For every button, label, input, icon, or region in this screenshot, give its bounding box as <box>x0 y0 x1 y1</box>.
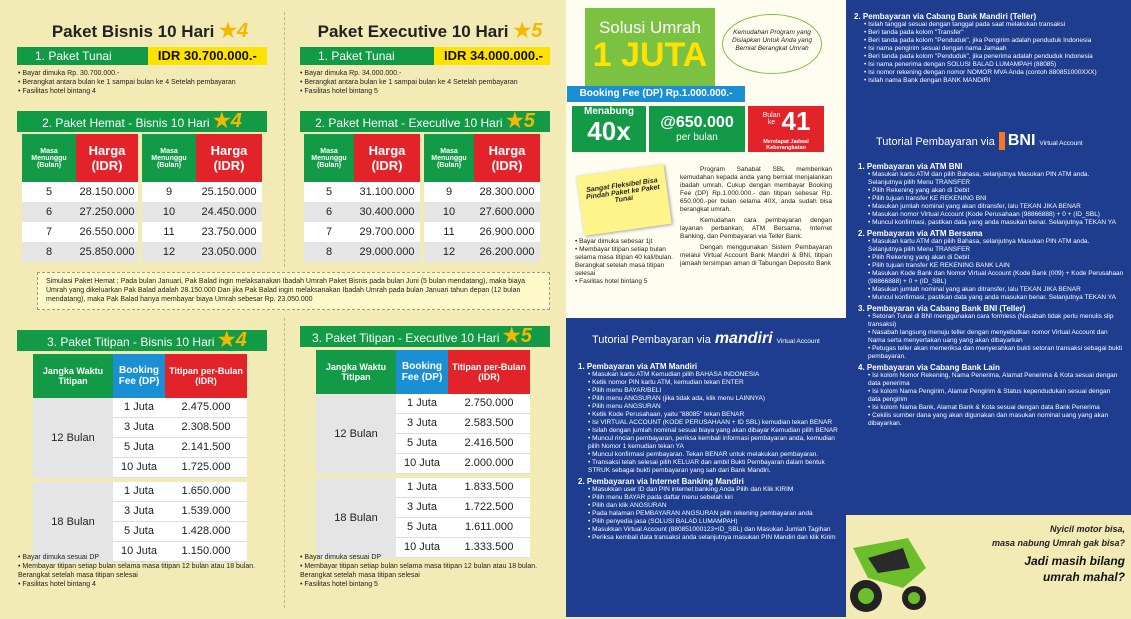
titipan-row <box>396 498 530 518</box>
hemat-row <box>22 242 262 262</box>
atm-bersama-list <box>858 238 1124 302</box>
harga-cell: 31.100.000 <box>354 182 420 202</box>
masa-cell: 12 <box>142 242 196 262</box>
titipan-row <box>113 418 247 438</box>
masa-cell: 7 <box>22 222 76 242</box>
masa-cell: 7 <box>304 222 354 242</box>
hemat-row <box>304 182 544 202</box>
masa-cell: 5 <box>22 182 76 202</box>
titipan-cell: 2.416.500 <box>448 434 530 453</box>
bank-lain-list <box>858 372 1124 428</box>
teller-mandiri-heading: 2. Pembayaran via Cabang Bank Mandiri (Teller) <box>854 12 1037 21</box>
exec-titipan-table <box>316 350 530 558</box>
atm-mandiri-item: • Masukan kartu ATM Kemudian pilih BAHASA INDONESIA <box>588 371 840 379</box>
harga-cell: 26.900.000 <box>474 222 540 242</box>
masa-cell: 5 <box>304 182 354 202</box>
ibanking-mandiri-item: • Pilih penyedia jasa (SOLUSI BALAD LUMAMPAH) <box>588 518 840 526</box>
ibanking-mandiri-list <box>578 486 840 542</box>
bisnis-hemat-table: Masa Menunggu (Bulan) Harga (IDR) Masa Menunggu (Bulan) Harga (IDR) 5 28.150.000 9 25.150.000 6 27.250.000 10 24.450.000 7 26.550.000 11 23.750.000 8 25.850.000 12 23.050.000 <box>22 134 262 262</box>
booking-cell: 3 Juta <box>113 418 165 437</box>
booking-cell: 5 Juta <box>396 518 448 537</box>
teller-mandiri-item: • Beri tanda pada kolom "Penduduk", jika Pengirim adalah penduduk Indonesia <box>864 37 1126 45</box>
harga-cell: 24.450.000 <box>196 202 262 222</box>
titipan-row <box>396 518 530 538</box>
exec-hemat-table: Masa Menunggu (Bulan) Harga (IDR) Masa Menunggu (Bulan) Harga (IDR) 5 31.100.000 9 28.300.000 6 30.400.000 10 27.600.000 7 29.700.000 11 26.900.000 8 29.000.000 12 26.200.000 <box>304 134 544 262</box>
atm-mandiri-list <box>578 371 840 475</box>
atm-bersama-item: • Masukan jumlah nominal yang akan ditransfer, lalu TEKAN JIKA BENAR <box>868 286 1124 294</box>
booking-cell: 1 Juta <box>396 478 448 497</box>
booking-header: Booking Fee (DP) <box>396 350 448 394</box>
titipan-cell: 1.650.000 <box>165 482 247 501</box>
harga-cell: 27.600.000 <box>474 202 540 222</box>
booking-cell: 5 Juta <box>113 522 165 541</box>
titipan-cell: 2.750.000 <box>448 394 530 413</box>
teller-mandiri-item: • Beri tanda pada kolom "Transfer" <box>864 29 1126 37</box>
masa-cell: 10 <box>424 202 474 222</box>
titipan-cell: 2.475.000 <box>165 398 247 417</box>
motorcycle-image <box>848 518 928 614</box>
atm-mandiri-item: • Muncul konfirmasi pembayaran. Tekan BENAR untuk melakukan pembayaran. <box>588 451 840 459</box>
booking-cell: 3 Juta <box>396 498 448 517</box>
booking-header: Booking Fee (DP) <box>113 354 165 398</box>
atm-bersama-item: • Masukan Kode Bank dan Nomor Virtual Account (Kode Bank (009) + Kode Perusahaan (98866888) + 0 + (ID_SBL) <box>868 270 1124 286</box>
mandiri-teller <box>854 10 1126 85</box>
booking-cell: 5 Juta <box>113 438 165 457</box>
atm-bersama-item: • Muncul konfirmasi, pastikan data yang anda masukan benar. Selanjutnya TEKAN YA <box>868 294 1124 302</box>
titipan-rows <box>113 398 247 478</box>
titipan-group <box>316 394 530 474</box>
titipan-cell: 2.308.500 <box>165 418 247 437</box>
harga-cell: 23.750.000 <box>196 222 262 242</box>
atm-bersama-item: • Pilih tujuan transfer KE REKENING BANK LAIN <box>868 262 1124 270</box>
promo-bulan-41: Bulan ke 41 Mendapat Jadwal Keberangkatan <box>748 106 824 152</box>
atm-mandiri-item: • Isi VIRTUAL ACCOUNT (KODE PERUSAHAAN + ID SBL) kemudian tekan BENAR <box>588 419 840 427</box>
titipan-header-cell: Titipan per-Bulan (IDR) <box>448 350 530 394</box>
titipan-cell: 1.333.500 <box>448 538 530 557</box>
booking-cell: 10 Juta <box>113 542 165 561</box>
titipan-rows <box>396 394 530 474</box>
teller-bni-item: • Petugas teller akan memeriksa dan menyerahkan bukti setoran transaksi sebagai bukti pembayaran. <box>868 345 1124 361</box>
harga-cell: 29.000.000 <box>354 242 420 262</box>
titipan-row <box>396 478 530 498</box>
titipan-row <box>113 458 247 478</box>
hemat-row <box>22 182 262 202</box>
titipan-group <box>33 398 247 478</box>
booking-cell: 1 Juta <box>396 394 448 413</box>
promo-paragraphs: Program Sahabat SBL memberikan kemudahan kepada anda yang berniat menjalankan ibadah umrah. Cukup dengan membayar Booking Fee (DP) Rp.1.000.000.- dan titipan sebesar Rp. 650.000.-per bulan selama 40X, anda sudah bisa berangkat umrah. Kemudahan cara pembayaran dengan layanan perbankan; ATM Bersama, Internet Banking, dan Pembayaran via Teller Bank. Dengan menggunakan Sistem Pembayaran melalui Virtual Account Bank Mandiri & BNI, titipan jamaah tersimpan aman di Tabungan Deposito Bank <box>680 166 832 267</box>
bulan-label: 12 Bulan <box>316 394 396 474</box>
exec-titipan-bullets: • Bayar dimuka sesuai DP • Membayar titipan setiap bulan selama masa titipan 12 bulan atau 18 bulan. Berangkat setelah masa titipan selesai • Fasilitas hotel bintang 5 <box>300 553 550 589</box>
promo-booking-bar: Booking Fee (DP) Rp.1.000.000.- <box>567 86 745 102</box>
bank-lain-heading: 4. Pembayaran via Cabang Bank Lain <box>858 363 1000 372</box>
booking-cell: 1 Juta <box>113 398 165 417</box>
teller-mandiri-item: • Isilah nama Bank dengan BANK MANDIRI <box>864 77 1126 85</box>
masa-cell: 8 <box>304 242 354 262</box>
booking-cell: 3 Juta <box>113 502 165 521</box>
titipan-cell: 1.722.500 <box>448 498 530 517</box>
bank-lain-item: • Cekilis sumber dana yang akan digunakan dan masukan nominal uang yang akan dibayarkan. <box>868 412 1124 428</box>
booking-cell: 3 Juta <box>396 414 448 433</box>
bulan-label: 12 Bulan <box>33 398 113 478</box>
masa-cell: 11 <box>424 222 474 242</box>
ibanking-mandiri-item: • Periksa kembali data transaksi anda selanjutnya masukan PIN Mandiri dan klik Kirim <box>588 534 840 542</box>
atm-bni-item: • Pilih Rekening yang akan di Debit <box>868 187 1124 195</box>
promo-menabung: Menabung 40x <box>572 106 646 152</box>
bulan-label: 18 Bulan <box>316 478 396 558</box>
harga-cell: 26.550.000 <box>76 222 138 242</box>
titipan-row <box>396 434 530 454</box>
titipan-cell: 1.539.000 <box>165 502 247 521</box>
titipan-row <box>396 454 530 474</box>
promo-green-box: Solusi Umrah 1 JUTA <box>585 8 715 86</box>
hemat-row <box>304 202 544 222</box>
titipan-cell: 1.150.000 <box>165 542 247 561</box>
masa-cell: 6 <box>22 202 76 222</box>
titipan-cell: 2.583.500 <box>448 414 530 433</box>
harga-cell: 29.700.000 <box>354 222 420 242</box>
bisnis-tunai-bullets: • Bayar dimuka Rp. 30.700.000.- • Berangkat antara bulan ke 1 sampai bulan ke 4 Setelah pembayaran • Fasilitas hotel bintang 4 <box>18 69 278 96</box>
exec-tunai-bullets: • Bayar dimuka Rp. 34.000.000.- • Berangkat antara bulan ke 1 sampai bulan ke 4 Setelah pembayaran • Fasilitas hotel bintang 5 <box>300 69 560 96</box>
ibanking-mandiri-item: • Masukkan user ID dan PIN internet banking Anda Pilih dan Klik KIRIM <box>588 486 840 494</box>
titipan-header-cell: Titipan per-Bulan (IDR) <box>165 354 247 398</box>
bisnis-titipan-bullets: • Bayar dimuka sesuai DP • Membayar titipan setiap bulan selama masa titipan 12 bulan atau 18 bulan. Berangkat setelah masa titipan selesai • Fasilitas hotel bintang 4 <box>18 553 263 589</box>
titipan-header <box>33 354 247 398</box>
titipan-row <box>113 502 247 522</box>
atm-mandiri-item: • Pilih menu ANGSURAN <box>588 403 840 411</box>
harga-cell: 25.150.000 <box>196 182 262 202</box>
atm-mandiri-item: • Muncul rincian pembayaran, periksa kembali informasi pembayaran anda, kemudian pilih Nomor 1 kemudian tekan YA <box>588 435 840 451</box>
atm-mandiri-heading: 1. Pembayaran via ATM Mandiri <box>578 362 698 371</box>
titipan-rows <box>396 478 530 558</box>
titipan-rows <box>113 482 247 562</box>
ibanking-mandiri-heading: 2. Pembayaran via Internet Banking Mandiri <box>578 477 744 486</box>
masa-cell: 10 <box>142 202 196 222</box>
titipan-row <box>113 438 247 458</box>
bisnis-hemat-bar: 2. Paket Hemat - Bisnis 10 Hari ★4 <box>17 111 267 132</box>
titipan-row <box>113 522 247 542</box>
titipan-header <box>316 350 530 394</box>
booking-cell: 5 Juta <box>396 434 448 453</box>
titipan-cell: 1.725.000 <box>165 458 247 477</box>
bisnis-titipan-table <box>33 354 247 562</box>
ibanking-mandiri-item: • Pilih dan klik ANGSURAN <box>588 502 840 510</box>
teller-bni-item: • Nasabah langsung menuju teller dengan menyebutkan nomor Virtual Account dan Nama serta menyertakan uang yang akan dibayarkan <box>868 329 1124 345</box>
hemat-row <box>22 202 262 222</box>
hemat-row <box>304 222 544 242</box>
atm-bni-item: • Pilih tujuan transfer KE REKENING BNI <box>868 195 1124 203</box>
hemat-row <box>22 222 262 242</box>
ibanking-mandiri-item: • Pilih menu BAYAR pada daftar menu sebelah kiri <box>588 494 840 502</box>
atm-mandiri-item: • Pilih menu BAYAR/BELI <box>588 387 840 395</box>
titipan-cell: 1.833.500 <box>448 478 530 497</box>
motor-text: Nyicil motor bisa, masa nabung Umrah gak bisa? Jadi masih bilang umrah mahal? <box>991 524 1125 584</box>
titipan-cell: 1.611.000 <box>448 518 530 537</box>
masa-cell: 12 <box>424 242 474 262</box>
harga-cell: 26.200.000 <box>474 242 540 262</box>
mandiri-content <box>578 360 840 542</box>
bank-lain-item: • Isi kolom Nama Bank, Alamat Bank & Kota sesuai dengan data Bank Penerima <box>868 404 1124 412</box>
atm-mandiri-item: • Isilah dengan jumlah nominal sesuai biaya yang akan dibayar Kemudian pilih BENAR <box>588 427 840 435</box>
bulan-label: 18 Bulan <box>33 482 113 562</box>
atm-bni-item: • Masukan kartu ATM dan pilih Bahasa, selanjutnya Masukan PIN ATM anda. Selanjutnya pilih Menu TRANSFER <box>868 171 1124 187</box>
atm-mandiri-item: • Ketik Kode Perusahaan, yaitu "88085" tekan BENAR <box>588 411 840 419</box>
atm-mandiri-item: • Ketik nomor PIN kartu ATM, kemudian tekan ENTER <box>588 379 840 387</box>
titipan-cell: 1.428.000 <box>165 522 247 541</box>
bni-header: Tutorial Pembayaran via BNI Virtual Account <box>876 132 1083 149</box>
titipan-group <box>316 478 530 558</box>
atm-bni-heading: 1. Pembayaran via ATM BNI <box>858 162 963 171</box>
booking-cell: 10 Juta <box>113 458 165 477</box>
atm-bersama-heading: 2. Pembayaran via ATM Bersama <box>858 229 983 238</box>
bni-content <box>858 160 1124 428</box>
masa-cell: 9 <box>142 182 196 202</box>
booking-cell: 10 Juta <box>396 538 448 557</box>
exec-titipan-bar: 3. Paket Titipan - Executive 10 Hari ★5 <box>300 326 550 347</box>
titipan-cell: 2.000.000 <box>448 454 530 473</box>
bisnis-tunai-bar: 1. Paket Tunai IDR 30.700.000.- <box>17 47 267 65</box>
teller-mandiri-item: • Beri tanda pada kolom "Penduduk", jika penerima adalah penduduk Indonesia <box>864 53 1126 61</box>
exec-hemat-bar: 2. Paket Hemat - Executive 10 Hari ★5 <box>300 111 550 132</box>
exec-tunai-bar: 1. Paket Tunai IDR 34.000.000.- <box>300 47 550 65</box>
masa-cell: 8 <box>22 242 76 262</box>
harga-cell: 23.050.000 <box>196 242 262 262</box>
bank-lain-item: • Isi kolom Nama Pengirim, Alamat Pengirim & Status kependudukan sesuai dengan data pengirim <box>868 388 1124 404</box>
simulasi-box: Simulasi Paket Hemat : Pada bulan Januari, Pak Balad ingin melaksanakan Ibadah Umrah Paket Bisnis pada bulan Juni (5 bulan mendatang), maka biaya Umrah yang dikeluarkan Pak Balad adalah 28.150.000 Dan jika Pak Balad ingin melaksanakan Ibadah Umrah pada bulan Januari tahun depan (12 bulan mendatang), maka Pak Balad hanya membayar biaya Umrah sebesar Rp. 23.050.000 <box>37 272 550 310</box>
ibanking-mandiri-item: • Pada halaman PEMBAYARAN ANGSURAN pilih rekening pembayaran anda <box>588 510 840 518</box>
teller-bni-heading: 3. Pembayaran via Cabang Bank BNI (Teller) <box>858 304 1026 313</box>
harga-cell: 28.150.000 <box>76 182 138 202</box>
teller-mandiri-item: • Isi nama pengirim sesuai dengan nama Jamaah <box>864 45 1126 53</box>
harga-cell: 27.250.000 <box>76 202 138 222</box>
titipan-group <box>33 482 247 562</box>
atm-bersama-item: • Pilih Rekening yang akan di Debit <box>868 254 1124 262</box>
booking-cell: 10 Juta <box>396 454 448 473</box>
atm-bni-item: • Muncul konfirmasi, pastikan data yang anda masukan benar. Selanjutnya TEKAN YA <box>868 219 1124 227</box>
jangka-header: Jangka Waktu Titipan <box>33 354 113 398</box>
titipan-row <box>113 482 247 502</box>
atm-bersama-item: • Masukan kartu ATM dan pilih Bahasa, selanjutnya Masukan PIN ATM anda. Selanjutnya pilih Menu TRANSFER <box>868 238 1124 254</box>
harga-cell: 28.300.000 <box>474 182 540 202</box>
teller-bni-list <box>858 313 1124 361</box>
harga-cell: 30.400.000 <box>354 202 420 222</box>
bisnis-titipan-bar: 3. Paket Titipan - Bisnis 10 Hari ★4 <box>17 330 267 351</box>
titipan-cell: 2.141.500 <box>165 438 247 457</box>
atm-mandiri-item: • Pilih menu ANGSURAN (jika tidak ada, klik menu LAINNYA) <box>588 395 840 403</box>
hemat-row <box>304 242 544 262</box>
harga-cell: 25.850.000 <box>76 242 138 262</box>
booking-cell: 1 Juta <box>113 482 165 501</box>
titipan-row <box>396 414 530 434</box>
bisnis-title: Paket Bisnis 10 Hari ★4 <box>51 20 249 42</box>
promo-note: Sangat Fleksibel Bisa Pindah Paket ke Paket Tunai <box>576 164 671 236</box>
ibanking-mandiri-item: • Masukkan Virtual Account (880851000123+ID_SBL) dan Masukan Jumlah Tagihan <box>588 526 840 534</box>
promo-tagline: Kemudahan Program yang Disiapkan Untuk Anda yang Berniat Berangkat Umrah <box>722 14 822 74</box>
teller-bni-item: • Setoran Tunai di BNI menggunakan cara formless (Nasabah tidak perlu menulis slip transaksi) <box>868 313 1124 329</box>
teller-mandiri-item: • Isilah tanggal sesuai dengan tanggal pada saat melakukan transaksi <box>864 21 1126 29</box>
mandiri-header: Tutorial Pembayaran via mandiri Virtual Account <box>592 330 820 347</box>
masa-cell: 11 <box>142 222 196 242</box>
bank-lain-item: • Isi kolom Nomor Rekening, Nama Penerima, Alamat Penerima & Kota sesuai dengan data penerima <box>868 372 1124 388</box>
teller-mandiri-list <box>854 21 1126 85</box>
titipan-row <box>113 398 247 418</box>
atm-mandiri-item: • Transaksi telah selesai pilih KELUAR dan ambil Bukti Pembayaran dalam bentuk STRUK sebagai bukti pembayaran yang sah dari Bank Mandiri. <box>588 459 840 475</box>
exec-title: Paket Executive 10 Hari ★5 <box>317 20 543 42</box>
atm-bni-item: • Masukan jumlah nominal yang akan ditransfer, lalu TEKAN JIKA BENAR <box>868 203 1124 211</box>
atm-bni-item: • Masukan nomor Virtual Account (Kode Perusahaan (98866888) + 0 + (ID_SBL) <box>868 211 1124 219</box>
teller-mandiri-item: • Isi nama penerima dengan SOLUSI BALAD LUMAMPAH (88085) <box>864 61 1126 69</box>
jangka-header: Jangka Waktu Titipan <box>316 350 396 394</box>
titipan-row <box>396 394 530 414</box>
promo-per-bulan: @650.000 per bulan <box>649 106 745 152</box>
masa-cell: 9 <box>424 182 474 202</box>
atm-bni-list <box>858 171 1124 227</box>
promo-bullets: • Bayar dimuka sebesar 1jt • Membayar titipan setiap bulan selama masa titipan 40 kali/bulan. Berangkat setelah masa titipan selesai • Fasilitas hotel bintang 5 <box>575 238 675 286</box>
masa-cell: 6 <box>304 202 354 222</box>
teller-mandiri-item: • Isi nomor rekening dengan nomor NOMOR MVA Anda (contoh 880851000XXX) <box>864 69 1126 77</box>
